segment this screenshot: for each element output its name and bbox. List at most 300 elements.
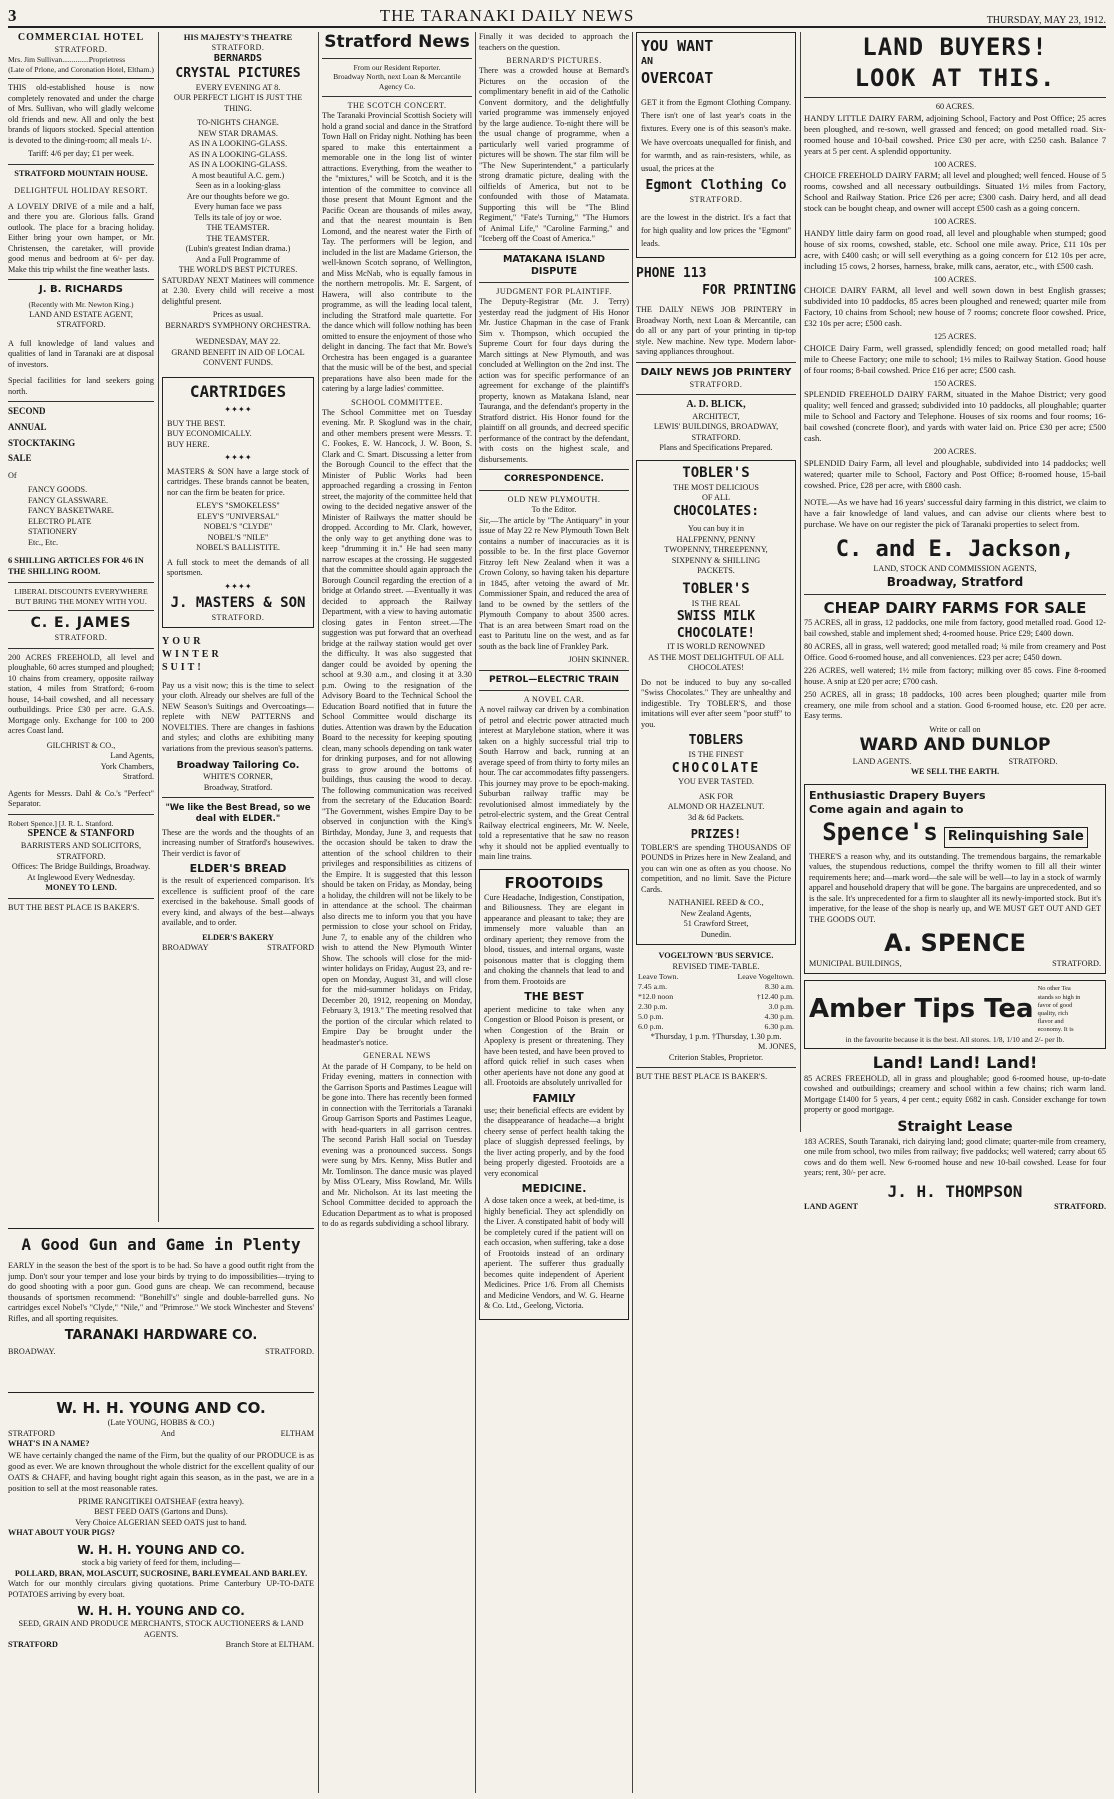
sale-line4: SALE	[8, 453, 32, 464]
cheap-farm-item: 80 ACRES, all in grass, well watered; good metalled road; ¼ mile from creamery and Post Office. Good 6-roomed house, and all conveniences. £23 per acre; £450 down.	[804, 642, 1106, 662]
spence-stanford-role: BARRISTERS AND SOLICITORS,	[20, 841, 142, 851]
toblers-address: 51 Crawford Street,	[683, 919, 749, 929]
listing	[804, 217, 1106, 272]
frootoids-ad	[479, 869, 629, 1320]
young-name: W. H. H. YOUNG AND CO.	[77, 1542, 245, 1557]
bus-title: VOGELTOWN 'BUS SERVICE.	[658, 951, 774, 961]
bus-table-header	[636, 972, 796, 982]
thompson-ad	[804, 1053, 1106, 1212]
richards-role: LAND AND ESTATE AGENT,	[29, 309, 133, 319]
toblers-price: 3d & 6d Packets.	[688, 812, 744, 822]
winter-body: Pay us a visit now; this is the time to select your cloth. Already our shelves are full of the NEW Season's Suitings and Overcoatings—replete with NEW PATTERNS and NOVELTIES. There are changes in fashions and styles; and cloths are exhibiting many variations from the previous season's patterns.	[162, 680, 314, 753]
cheap-farm-item: 250 ACRES, all in grass; 18 paddocks, 100 acres been ploughed; quarter mile from creamery, one mile from school and a station. Good 6-roomed house, etc. £20 per acre. Easy terms.	[804, 690, 1106, 721]
listing-text: HANDY LITTLE DAIRY FARM, adjoining School, Factory and Post Office; 25 acres been ploughed, and re-sown, well grassed and fenced; on good metalled road. Six-roomed house and 10-bail cowshed. Price £30 per acre, with £250 cash. Balance 7 years at 5 per cent. A splendid opportunity.	[804, 112, 1106, 156]
overcoat-firm: Egmont Clothing Co	[645, 177, 787, 193]
james-place: STRATFORD.	[54, 633, 108, 643]
cartridges-brands	[167, 501, 309, 554]
listing	[804, 447, 1106, 491]
stratford-news-heading: Stratford News	[324, 32, 470, 52]
hotel-proprietor: Mrs. Jim Sullivan..............Proprietress	[8, 55, 126, 65]
richards-body: A full knowledge of land values and qualities of land in Taranaki are at disposal of investors.	[8, 338, 154, 369]
news-school-heading: SCHOOL COMMITTEE.	[351, 397, 443, 407]
listing	[804, 102, 1106, 157]
young-body: WE have certainly changed the name of the Firm, but the quality of our PRODUCE is as good as ever. We are known throughout the whole district for the excellent quality of our OATS & CHAFF, and having bought right again this season, as in the past, we are in a position to sell at the most reasonable rates.	[8, 1449, 314, 1493]
elder-bread-ad	[162, 802, 314, 954]
young-seed: BEST FEED OATS (Gartons and Duns).	[94, 1507, 228, 1517]
cartridges-place: STRATFORD.	[211, 613, 265, 623]
blick-plans: Plans and Specifications Prepared.	[659, 443, 773, 453]
toblers-most: THE MOST DELICIOUS	[673, 482, 759, 492]
hotel-late: (Late of Prlone, and Coronation Hotel, Eltham.)	[8, 64, 154, 74]
matakana-body: The Deputy-Registrar (Mr. J. Terry) yesterday read the judgment of His Honor Mr. Justice Chapman in the case of Frank Sim v. Thompson, which occupied the Supreme Court for four days during the March sittings at New Plymouth, and was concluded at Wellington on the 2nd inst. The action was for specific performance of an agreement for exchange of the plaintiff's property, known as Matakana Island, near Tauranga, and the defendant's property in the Stratford district. His Honor found for the plaintiff on all grounds, and decreed specific performance of the contract by the defendant, with costs on the highest scale, and disbursements.	[479, 297, 629, 464]
spence-place: STRATFORD.	[1052, 958, 1101, 968]
toblers-warn: Do not be induced to buy any so-called "Swiss Chocolates." They are unhealthy and indigestible. Try TOBLER'S, and those imitations will ever after seem "poor stuff" to you.	[641, 677, 791, 729]
correspondence-body: Sir,—The article by "The Antiquary" in your issue of May 22 re New Plymouth Town Belt contains a number of inaccuracies as it is possible to be. In the first place Governor Fitzroy left New Zealand when it was a Crown Colony, so having taken his departure in 1845, after vetoing the award of Mr. Commissioner Spain, and reduced the area of land to be owned by the settlers of the Plymouth Company to about 3500 acres. That is an area between Smart road on the east to Paritutu line on the west, and as far south as the back line of Frankley Park.	[479, 515, 629, 651]
young-seedline: SEED, GRAIN AND PRODUCE MERCHANTS, STOCK AUCTIONEERS & LAND AGENTS.	[18, 1619, 304, 1639]
young-place: STRATFORD	[8, 1428, 55, 1438]
listing-text: CHOICE Dairy Farm, well grassed, splendidly fenced; on good metalled road; half mile to Cheese Factory; one mile to school; 1½ miles to Railway Station. Good house of four rooms; 8-bail cowshed. Price £16 per acre; £500 cash.	[804, 342, 1106, 375]
news-address: Broadway North, next Loan & Mercantile Agency Co.	[333, 72, 461, 92]
theatre-prices: Prices as usual.	[212, 310, 264, 320]
spence-line2: Come again and again to	[809, 802, 964, 816]
lease-body: 183 ACRES, South Taranaki, rich dairying land; good climate; quarter-mile from creamery, one mile from school, two miles from railway; five paddocks; well watered; carry about 65 cows and do them well. New 6-roomed house and new 10-bail cowshed. Lease for four years; rent, 30/- per acre.	[804, 1136, 1106, 1178]
bus-thursday: *Thursday, 1 p.m. †Thursday, 1.30 p.m.	[650, 1031, 782, 1041]
stocktaking-sale-ad	[8, 406, 154, 606]
toblers-city: Dunedin.	[700, 929, 732, 939]
theatre-verse: Tells its tale of joy or woe.	[194, 212, 282, 222]
cartridges-buy: BUY THE BEST.	[167, 418, 226, 428]
elder-bakery: ELDER'S BAKERY	[202, 932, 274, 942]
news-concert-heading: THE SCOTCH CONCERT.	[347, 100, 447, 110]
bus-row: *12.0 noon †12.40 p.m.	[638, 991, 794, 1001]
toblers-size: HALFPENNY, PENNY	[676, 534, 756, 544]
theatre-title: HIS MAJESTY'S THEATRE	[183, 32, 293, 42]
issue-date: THURSDAY, MAY 23, 1912.	[986, 15, 1106, 26]
printing-ad	[636, 266, 796, 390]
gilchrist-name: GILCHRIST & CO.,	[46, 740, 116, 750]
theatre-verse: Seen as in a looking-glass	[195, 181, 281, 191]
phone-line: FOR PRINTING	[702, 282, 796, 298]
frootoids-best: THE BEST	[524, 990, 584, 1004]
correspondence-heading: CORRESPONDENCE.	[504, 474, 604, 485]
sale-line3: STOCKTAKING	[8, 437, 76, 448]
sale-item: FANCY GLASSWARE.	[28, 495, 109, 505]
overcoat-line: OVERCOAT	[641, 68, 714, 87]
mountain-house-ad	[8, 169, 154, 275]
winter-manager: WHITE'S CORNER,	[203, 772, 273, 782]
spence-line1: Enthusiastic Drapery Buyers	[809, 788, 986, 802]
news-from: From our Resident Reporter.	[353, 62, 441, 72]
spence-name: Spence's	[822, 818, 938, 847]
news-decision: Finally it was decided to approach the teachers on the question.	[479, 32, 629, 52]
elder-place: STRATFORD	[267, 943, 314, 953]
sale-of: Of	[8, 470, 17, 480]
toblers-prizes: PRIZES!	[690, 827, 742, 842]
winter-line: YOUR	[162, 636, 204, 648]
gilchrist-agents: Agents for Messrs. Dahl & Co.'s "Perfect" Separator.	[8, 788, 154, 809]
blick-ad	[636, 399, 796, 454]
toblers-renowned: IT IS WORLD RENOWNED	[667, 642, 765, 652]
listing-acres: 100 ACRES.	[933, 217, 977, 227]
column-rule	[632, 32, 633, 1793]
bus-row: 5.0 p.m. 4.30 p.m.	[638, 1011, 794, 1021]
listing-acres: 60 ACRES.	[935, 102, 975, 112]
land-title: Land! Land! Land!	[872, 1053, 1038, 1073]
spence-stanford-offices: Offices: The Bridge Buildings, Broadway.	[11, 862, 151, 872]
richards-name: J. B. RICHARDS	[39, 284, 123, 296]
toblers-choc3: CHOCOLATE	[671, 760, 761, 776]
listing-acres: 200 ACRES.	[933, 447, 977, 457]
petrol-heading: PETROL—ELECTRIC TRAIN	[489, 674, 619, 685]
sale-items	[28, 485, 154, 548]
richards-recent: (Recently with Mr. Newton King.)	[28, 300, 134, 310]
frootoids-title: FROOTOIDS	[504, 873, 604, 892]
amber-side: No other Tea stands so high in favor of good quality, rich flavor and economy. It is	[1037, 985, 1081, 1034]
young-algerian: Very Choice ALGERIAN SEED OATS just to hand.	[75, 1517, 247, 1527]
spence-sale: Relinquishing Sale	[944, 827, 1088, 848]
overcoat-ad	[636, 32, 796, 258]
printing-firm: DAILY NEWS JOB PRINTERY	[640, 366, 792, 378]
jackson-role: LAND, STOCK AND COMMISSION AGENTS,	[873, 564, 1037, 574]
newspaper-title: THE TARANAKI DAILY NEWS	[379, 6, 635, 25]
news-general-body: At the parade of H Company, to be held on Friday evening, matters in connection with the Garrison Sports and Pastimes League will be gone into. There has recently been formed in connection with the Territorials a Taranaki Group Garrison Sports and Pastimes League, with head-quarters in all garrison centres. The second Parish Hall social on Tuesday evening was a pronounced success. Songs were sung by Mrs. Kenny, Miss Butler and Mr. Tomlinson. The dance music was played by Miss O'Leary, Miss Rowland, Mr. Wills and Mr. Nicholson. At its last meeting the School Committee decided to approach the Education Department as to what is proposed to do as regards subdividing a school library.	[322, 1061, 472, 1229]
column-4	[479, 32, 629, 1792]
toblers-agent: NATHANIEL REED & CO.,	[668, 898, 764, 908]
cartridge-brand: ELEY'S "SMOKELESS"	[196, 501, 280, 511]
bakers-tagline: BUT THE BEST PLACE IS BAKER'S.	[636, 1072, 768, 1082]
toblers-of: OF ALL	[702, 493, 730, 503]
blick-name: A. D. BLICK,	[686, 398, 746, 410]
bakers-tagline: BUT THE BEST PLACE IS BAKER'S.	[8, 902, 140, 912]
toblers-title: TOBLERS	[688, 733, 744, 749]
amber-tips-ad	[804, 980, 1106, 1049]
correspondence-subheading: OLD NEW PLYMOUTH.	[507, 494, 601, 504]
winter-place: Broadway, Stratford.	[203, 782, 273, 792]
column-2	[162, 32, 314, 1222]
young-branch: Branch Store at ELTHAM.	[225, 1640, 314, 1650]
overcoat-place: STRATFORD.	[689, 194, 743, 204]
matakana-heading: MATAKANA ISLAND DISPUTE	[502, 253, 606, 277]
sale-item: STATIONERY	[28, 527, 78, 537]
land-buyers-heading: LAND BUYERS!	[862, 33, 1048, 61]
spence-body: THERE'S a reason why, and its outstanding. The tremendous bargains, the remarkable values, the stupendous reductions, compel the thrifty women to fill all their winter requirements here; and—mark word—the sale will be well—to lay in a stock of warmly apparel and household drapery that will be gone. The bargains are unprecedented, and so is the sale. It's unprecedented for a firm to slaughter all its newly-imported stock. But it's imperative, for the lease of the shop is nearly up, and WE MUST GET OUT AND GET THE GOODS OUT.	[809, 851, 1101, 924]
toblers-title: TOBLER'S	[682, 580, 750, 597]
toblers-prizes-body: TOBLER'S are spending THOUSANDS OF POUNDS in Prizes here in New Zealand, and you can win one as often as you choose. No competition, and no limit. Save the Picture Cards.	[641, 842, 791, 894]
young-pigs: WHAT ABOUT YOUR PIGS?	[8, 1528, 115, 1538]
amber-foot: in the favourite because it is the best. All stores. 1/8, 1/10 and 2/- per lb.	[845, 1034, 1065, 1044]
theatre-full: And a Full Programme of	[195, 254, 281, 264]
toblers-ad	[636, 460, 796, 945]
cartridge-brand: NOBEL'S "NILE"	[207, 532, 269, 542]
sale-item: ELECTRO PLATE	[28, 516, 92, 526]
cartridges-firm: J. MASTERS & SON	[170, 595, 306, 612]
gilchrist-place: Stratford.	[122, 772, 154, 782]
land-buyers-note: NOTE.—As we have had 16 years' successful dairy farming in this district, we claim to have a fair knowledge of land values, and can advise our clients where best to purchase. We have on our register the pick of Taranaki properties to select from.	[804, 496, 1106, 529]
listing-text: HANDY little dairy farm on good road, all level and ploughable when stumped; good house of six rooms, cowshed, stable, etc. School one mile away. Price, £11 10s per acre, with £400 cash; or will sell everything as a going concern for £12 10s per acre, including 15 cows, 2 horses, harness, brake, milk cans, aerator, etc., with £500 cash.	[804, 227, 1106, 271]
spence-firm: A. SPENCE	[884, 929, 1026, 958]
frootoids-family-body: use; their beneficial effects are evident by the disappearance of headache—a bright cheery sense of perfect health taking the place of sluggish depressed feelings, by the liver acting properly, and by the food being properly digested. Frootoids are a very economical	[484, 1105, 624, 1178]
thompson-role: LAND AGENT	[804, 1202, 858, 1212]
news-pictures-body: There was a crowded house at Bernard's Pictures on the occasion of the complimentary benefit in aid of the Catholic Convent dormitory, and the delightfully varied programme was immensely enjoyed by the large audience. To-night there will be the usual change of programme, when a particularly well varied programme of pictures will be shown. The star film will be "The New Superintendent," a particularly strong dramatic picture, dealing with the oilfields of America, but not to be confounded with those of Matamata. Supporting this will be "The Blind Regiment," "Fate's Turning," "The Humors of Animal Life," "Caroline Farming," and "Iceberg off the Coast of America."	[479, 66, 629, 244]
correspondence-editor: To the Editor.	[531, 505, 577, 515]
listing	[804, 379, 1106, 445]
ward-dunlop-slogan: WE SELL THE EARTH.	[910, 767, 1000, 777]
jackson-place: Broadway, Stratford	[886, 574, 1024, 589]
land-buyers-ad	[804, 32, 1106, 590]
mountain-house-tagline: DELIGHTFUL HOLIDAY RESORT.	[14, 185, 148, 195]
cartridge-brand: NOBEL'S BALLISTITE.	[196, 543, 280, 553]
bus-owner: M. JONES,	[758, 1042, 796, 1052]
cheap-farm-item: 226 ACRES, well watered; 1½ mile from factory; milking over 85 cows. Fine 8-roomed house. A snip at £20 per acre; £700 cash.	[804, 666, 1106, 686]
toblers-tasted: YOU EVER TASTED.	[678, 777, 754, 787]
listing-text: SPLENDID Dairy Farm, all level and ploughable, subdivided into 14 paddocks; well watered; quarter mile to School, Factory and Post Office; 8-roomed house, 15-bail cowshed. Price, £28 per acre, with £800 cash.	[804, 457, 1106, 490]
listing-acres: 100 ACRES.	[933, 274, 977, 284]
gun-place: BROADWAY.	[8, 1347, 56, 1357]
theatre-dramas: NEW STAR DRAMAS.	[198, 128, 278, 138]
petrol-body: A novel railway car driven by a combination of petrol and electric power attracted much interest at Marylebone station, where it was taken on a highly successful trial trip to South Harrow and back, running at an average speed of from thirty to forty miles an hour. The car accommodates fifty passengers. This journey may prove to be epoch-making. Suburban railway traffic may be revolutionised almost immediately by the petrol-electric system, and the Great Central Railway electrical engineers, Mr. W. Neele, told a representative that he saw no reason why it should not be applied eventually to main line trains.	[479, 705, 629, 862]
toblers-delightful: AS THE MOST DELIGHTFUL OF ALL CHOCOLATES!	[648, 652, 784, 673]
cartridge-brand: ELEY'S "UNIVERSAL"	[196, 511, 280, 521]
gun-place: STRATFORD.	[265, 1347, 314, 1357]
news-general-heading: GENERAL NEWS	[363, 1051, 431, 1061]
theatre-light: OUR PERFECT LIGHT IS JUST THE THING.	[173, 93, 303, 113]
richards-place: STRATFORD.	[56, 320, 106, 330]
sale-item: Etc., Etc.	[28, 537, 59, 547]
mountain-house-title: STRATFORD MOUNTAIN HOUSE.	[14, 168, 148, 178]
theatre-orchestra: BERNARD'S SYMPHONY ORCHESTRA.	[165, 320, 311, 330]
young-place: ELTHAM	[280, 1428, 314, 1438]
theatre-show: CRYSTAL PICTURES	[175, 66, 301, 82]
toblers-choc: CHOCOLATES:	[672, 503, 760, 519]
gun-body: EARLY in the season the best of the sport is to be had. So have a good outfit right from the jump. Don't sour your temper and lose your birds by trying to do impossibilities—trying to do good shooting with a poor gun. Good guns are cheap. We can recommend, because thousands of sportsmen recommend: "Bonehill's" single and double-barrelled guns. No cartridges excel Nobel's "Clyde," "Nile," and "Primrose." We stock Winchester and Stevens' Rifles, and all sporting requisites.	[8, 1261, 314, 1323]
column-rule	[475, 32, 476, 1793]
printing-place: STRATFORD.	[689, 379, 743, 389]
theatre-ad	[162, 32, 314, 369]
column-rule	[800, 32, 801, 1132]
toblers-chocolate: CHOCOLATE!	[676, 625, 756, 641]
ward-dunlop-role: LAND AGENTS.	[852, 756, 912, 766]
elder-title: ELDER'S BREAD	[189, 862, 287, 876]
elder-place: BROADWAY	[162, 943, 209, 953]
spence-stanford-place: STRATFORD.	[56, 851, 106, 861]
blick-role: ARCHITECT,	[692, 411, 740, 421]
cartridges-ad: CARTRIDGES ✦✦✦✦ BUY THE BEST. BUY ECONOMICALLY. BUY HERE. ✦✦✦✦ MASTERS & SON have a large stock of cartridges. These brands cannot be beaten, nor can the firm be beaten for price. ELEY'S "SMOKELESS" ELEY'S "UNIVERSAL" NOBEL'S "CLYDE" NOBEL'S "NILE" NOBEL'S BALLISTITE. A full stock to meet the demands of all sportsmen. ✦✦✦✦ J. MASTERS & SON STRATFORD.	[162, 377, 314, 629]
spence-stanford-names: Robert Spence.] [J. R. L. Stanford.	[8, 818, 114, 828]
spence-sale-ad	[804, 784, 1106, 975]
overcoat-line: YOU WANT	[641, 37, 714, 55]
frootoids-medicine: MEDICINE.	[521, 1182, 587, 1196]
commercial-hotel-ad	[8, 32, 154, 160]
spence-stanford-firm: SPENCE & STANFORD	[27, 828, 135, 840]
hotel-body: THIS old-established house is now completely renovated and under the charge of Mrs. Sullivan, who will gladly welcome old friends and new. All and only the best brands of liquors stocked. Special attention is devoted to the dining-room; all meals 1/-.	[8, 83, 154, 145]
bus-col-header: Leave Vogeltown.	[737, 972, 794, 982]
bus-table	[636, 972, 796, 1032]
sale-line2: ANNUAL	[8, 421, 47, 432]
richards-ad	[8, 284, 154, 397]
young-branch: STRATFORD	[8, 1640, 58, 1650]
theatre-glass: AS IN A LOOKING-GLASS.	[188, 160, 288, 170]
listing-text: CHOICE DAIRY FARM, all level and well sown down in best English grasses; subdivided into 10 paddocks, 85 acres been ploughed and renewed; quarter mile from Factory, 10 chains from School; new house of 7 rooms; concrete floor cowshed. Price, £32 10s per acre; £500 cash.	[804, 285, 1106, 329]
spence-stanford-money: MONEY TO LEND.	[45, 883, 117, 893]
phone-line: PHONE 113	[636, 266, 707, 282]
cartridges-buy: BUY ECONOMICALLY.	[167, 429, 252, 439]
theatre-every: EVERY EVENING AT 8.	[195, 82, 281, 92]
bus-row: 2.30 p.m. 3.0 p.m.	[638, 1001, 794, 1011]
column-rule	[318, 32, 319, 1793]
mountain-house-body: A LOVELY DRIVE of a mile and a half, and there you are. Glorious falls. Grand outlook. The place for a bracing holiday. Either bring your own hamper, or Mr. Christensen, the caretaker, will provide good menus and bedroom at 6/- per day. Make this trip whilst the fine weather lasts.	[8, 201, 154, 274]
winter-suit-ad	[162, 636, 314, 793]
theatre-glass: AS IN A LOOKING-GLASS.	[188, 139, 288, 149]
matakana-judgment: JUDGMENT FOR PLAINTIFF.	[496, 287, 612, 297]
listing-text: SPLENDID FREEHOLD DAIRY FARM, situated in the Mahoe District; very good quality; well fenced and grassed; subdivided into 10 paddocks, all ploughable; quarter mile to School and Factory and Telephone. Houses of six rooms and four rooms; 16-bail cowshed (concrete floor), and yards with water laid on. Price £30 per acre; £500 cash.	[804, 389, 1106, 444]
young-watch: Watch for our monthly circulars giving quotations. Prime Canterbury UP-TO-DATE POTATOES arriving by every boat.	[8, 1579, 314, 1599]
bus-stables: Criterion Stables, Proprietor.	[668, 1052, 764, 1062]
cheap-farms-ad	[804, 599, 1106, 778]
cartridges-buy: BUY HERE.	[167, 439, 210, 449]
listing-text: CHOICE FREEHOLD DAIRY FARM; all level and ploughed; well fenced. House of 5 rooms, cowshed and all necessary outbuildings. Situated 1½ miles from Factory, School and Railway Station. Price £26 per acre; £300 cash. Dairy herd, and all dead stock can be bought cheap, and owner will accept £500 cash as a going concern.	[804, 170, 1106, 214]
elder-body: These are the words and the thoughts of an increasing number of Stratford's housewives. Their verdict is favor of	[162, 827, 314, 858]
winter-firm: Broadway Tailoring Co.	[176, 760, 300, 772]
sale-item: FANCY BASKETWARE.	[28, 506, 114, 516]
cheap-farms-write: Write or call on	[929, 724, 981, 734]
young-oatsheaf: PRIME RANGITIKEI OATSHEAF (extra heavy).	[78, 1496, 244, 1506]
news-concert-body: The Taranaki Provincial Scottish Society will hold a grand social and dance in the Stratford Town Hall on Friday night. Nothing has been spared to make this entertainment a memorable one in the long list of winter attractions. Everything, from the weather to the "mixtures," will be Scotch, and it is the intention of the committee to convince all those present that Mount Egmont and the Pacific Ocean are thousands of miles away, and that the nearest mountain is Ben Lomond, and the nearest water the Firth of Tay. The performers will be legion, and included in the list are Madame Grierson, the well-known Scotch soprano, of Wellington, and Miss McNab, who is equally famous in the northern metropolis. Mr. E. Sargent, of Hawera, will also contribute to the programme, as will the leading local talent, including the Stratford male quartette. For the dance which will follow nothing has been omitted to ensure the enjoyment of those who delight in dancing. The fact that Mr. Bowe's Orchestra has been engaged is a guarantee that the music will be of the best, and special preparations have also been made for the catering by a large ladies' committee.	[322, 111, 472, 394]
thompson-place: STRATFORD.	[1054, 1202, 1106, 1212]
sale-shilling-room: 6 SHILLING ARTICLES FOR 4/6 IN THE SHILLING ROOM.	[8, 556, 144, 576]
bus-col-header: Leave Town.	[638, 972, 679, 982]
listing	[804, 332, 1106, 376]
sale-line1: SECOND	[8, 406, 46, 417]
overcoat-line: AN	[641, 56, 654, 68]
column-6	[804, 32, 1106, 1792]
young-feeds: POLLARD, BRAN, MOLASCUIT, SUCROSINE, BARLEYMEAL AND BARLEY.	[14, 1568, 308, 1578]
toblers-swiss: SWISS MILK	[676, 609, 756, 625]
young-late: (Late YOUNG, HOBBS & CO.)	[107, 1418, 215, 1428]
theatre-place: STRATFORD.	[211, 43, 265, 52]
listing-acres: 100 ACRES.	[933, 159, 977, 169]
gun-ad	[8, 1228, 314, 1388]
theatre-teamster: THE TEAMSTER.	[206, 223, 270, 233]
lease-title: Straight Lease	[897, 1118, 1013, 1135]
cartridges-body: MASTERS & SON have a large stock of cartridges. These brands cannot be beaten, nor can the firm be beaten for price.	[167, 466, 309, 497]
blick-address: LEWIS' BUILDINGS, BROADWAY,	[653, 422, 779, 432]
toblers-agents: New Zealand Agents,	[680, 908, 752, 918]
column-1	[8, 32, 154, 1222]
acres-200-listing: 200 ACRES FREEHOLD, all level and ploughable, 60 acres stumped and ploughed; 10 chains from creamery, opposite railway station, 4 miles from Stratford; 6-room house, 14-bail cowshed, and all necessary outbuildings. Price £30 per acre. G.A.S. Mortgage only. Exchange for 100 to 200 acres Coast land.	[8, 652, 154, 736]
cartridge-brand: NOBEL'S "CLYDE"	[203, 522, 273, 532]
column-5	[636, 32, 796, 1792]
hotel-title: COMMERCIAL HOTEL	[17, 32, 145, 43]
cartridges-full: A full stock to meet the demands of all sportsmen.	[167, 557, 309, 578]
young-place: And	[160, 1428, 175, 1438]
toblers-is: IS THE REAL	[691, 598, 741, 608]
bus-revised: REVISED TIME-TABLE.	[672, 961, 760, 971]
theatre-worlds: THE WORLD'S BEST PICTURES.	[178, 265, 298, 275]
winter-line: WINTER	[162, 649, 222, 661]
theatre-verse: Every human face we pass	[194, 202, 282, 212]
toblers-buy: You can buy it in	[687, 524, 745, 534]
elder-quote: "We like the Best Bread, so we deal with ELDER."	[165, 802, 311, 824]
toblers-size: PACKETS.	[697, 566, 735, 576]
column-rule	[158, 32, 159, 1222]
sale-discount: LIBERAL DISCOUNTS EVERYWHERE BUT BRING THE MONEY WITH YOU.	[14, 586, 148, 606]
bus-row: 6.0 p.m. 6.30 p.m.	[638, 1021, 794, 1031]
gilchrist-address: York Chambers,	[100, 761, 154, 771]
gun-title: A Good Gun and Game in Plenty	[21, 1235, 301, 1254]
frootoids-medicine-body: A dose taken once a week, at bed-time, is highly beneficial. They act splendidly on the Liver. A constipated habit of body will be completely cured if the patient will on each occasion, when suffering, take a dose of Frootoids instead of an ordinary aperient. The sufferer thus gradually becomes quite independent of Aperient Medicines. Price 1/6. From all Chemists and Medicine Vendors, and W. G. Hearne & Co. Ltd., Geelong, Victoria.	[484, 1196, 624, 1311]
frootoids-best-body: aperient medicine to take when any Congestion or Blood Poison is present, or when Congestion of the Brain or Apoplexy is present or threatening. They have been tested, and have been proved to afford quick relief in such cases when other aperients have not done any good at all. Frootoids are absolutely unrivalled for	[484, 1004, 624, 1088]
theatre-glass: AS IN A LOOKING-GLASS.	[188, 149, 288, 159]
bus-row: 7.45 a.m. 8.30 a.m.	[638, 982, 794, 991]
sale-item: FANCY GOODS.	[28, 485, 88, 495]
news-school-body: The School Committee met on Tuesday evening. Mr. P. Skoglund was in the chair, and other members present were Messrs. T. C. Fookes, E. W. Hancock, J. W. Boon, S. Clark and C. Smart. Discussing a letter from the Borough Council to the effect that the Minister of Public Works had been approached regarding a crossing in Fenton street, the majority of the committee held that owing to the decided negative answer of the Minister of Railways the matter should be dropped. According to Mr. Clark, however, the only way to get anything done was to keep "drumming it in." He had seen many narrow escapes at the crossing. He suggested that the committee should again approach the Borough Council regarding the erection of a bridge at Orlando street. —Eventually it was decided to approach the Railway Department, with a view to having automatic closing gates in Fenton street.—The suggestion was put forward that an overhead bridge at the railway station would get over the difficulty. It was also suggested that danger could be avoided by opening the school at 9.30 a.m., and closing it at 3.30 p.m. Owing to the resignation of the Advisory Board to the Technical School the Education Board notified that in future the School Committee would discharge its duties. Attention was drawn by the Education Board to the necessity for keeping spouting clean, many schools depending on tank water for drinking purposes, and for not allowing grass to grow around the bottoms of buildings, thus causing the wood to decay. The following communication was received from the secretary of the Education Board: "The Government, wishes Empire Day to be observed in conjunction with the King's Birthday, Monday, June 3, and requests that the occasion should be taken to draw the attention of the school children to their privileges and responsibilities as citizens of the Empire. It is suggested that this lesson should be taken on Friday, as Monday, being a holiday, the children will not be likely to be in attendance at the school. The chairman also directs me to inform you that you have permission to close your school on Friday, June 7, to enable any of the children who wish to attend the New Plymouth Winter Show. The schools will close for the mid-winter holidays on Friday, August 23, and re-open on Monday, August 31, and will close for the mid-summer holidays on Friday, December 20, 1912, reopening on Monday, February 3, 1913." The meeting resolved that the portion of the circular which related to Empire Day be brought under the headmaster's notice.	[322, 407, 472, 1047]
theatre-company: BERNARDS	[213, 53, 263, 65]
bus-timetable	[636, 951, 796, 1083]
elder-body2: is the result of experienced comparison. It's excellence is sufficient proof of the care exercised in the bakehouse. Small goods of every kind, and always of the best—always available, and to order.	[162, 876, 314, 928]
listing-acres: 125 ACRES.	[933, 332, 977, 342]
young-question: WHAT'S IN A NAME?	[8, 1439, 90, 1449]
richards-note: Special facilities for land seekers going north.	[8, 376, 154, 396]
toblers-size: SIXPENNY & SHILLING	[671, 555, 761, 565]
news-pictures-heading: BERNARD'S PICTURES.	[506, 56, 602, 65]
listing	[804, 275, 1106, 330]
hotel-tariff: Tariff: 4/6 per day; £1 per week.	[28, 149, 134, 159]
ward-dunlop-place: STRATFORD.	[1008, 756, 1058, 766]
toblers-almond: ALMOND OR HAZELNUT.	[667, 802, 765, 812]
land-body: 85 ACRES FREEHOLD, all in grass and ploughable; good 6-roomed house, up-to-date cowshed and outbuildings; creamery and school within a few chains; rich warm land. Mortgage £1400 for 5 years, 4 per cent.; equity £682 in cash. Consider exchange for town property or good mortgage.	[804, 1073, 1106, 1115]
overcoat-body2: are the lowest in the district. It's a fact that for high quality and low prices the "Egmont" leads.	[641, 212, 791, 249]
young-stock: stock a big variety of feed for them, including—	[81, 1558, 241, 1568]
column-3	[322, 32, 472, 1792]
theatre-verse: Are our thoughts before we go.	[186, 191, 290, 201]
amber-title: Amber Tips Tea	[809, 994, 1034, 1025]
listing-acres: 150 ACRES.	[933, 378, 977, 388]
toblers-finest: IS THE FINEST	[688, 750, 744, 760]
toblers-title: TOBLER'S	[682, 464, 750, 481]
masthead	[8, 6, 1106, 28]
frootoids-family: FAMILY	[532, 1091, 576, 1105]
cartridges-title: CARTRIDGES	[189, 381, 287, 401]
james-name: C. E. JAMES	[30, 615, 132, 632]
frootoids-body: Cure Headache, Indigestion, Constipation, and Biliousness. They are elegant in appearance and pleasant to take; they are immensely more valuable than an ordinary aperient; they remove from the blood, tissues, and internal organs, waste poisonous matter that is clogging them and choking the channels that lead to and from them. Frootoids are	[484, 892, 624, 986]
hotel-place: STRATFORD.	[54, 44, 108, 54]
theatre-change: TO-NIGHTS CHANGE.	[197, 118, 279, 128]
listing	[804, 160, 1106, 215]
theatre-ac: A most beautiful A.C. gem.)	[191, 170, 285, 180]
theatre-benefit: GRAND BENEFIT IN AID OF LOCAL CONVENT FUNDS.	[171, 347, 305, 368]
gun-firm: TARANAKI HARDWARE CO.	[64, 1328, 258, 1344]
ward-dunlop-firm: WARD AND DUNLOP	[859, 735, 1051, 756]
page-number: 3	[8, 6, 17, 25]
young-name: W. H. H. YOUNG AND CO.	[77, 1604, 245, 1619]
cheap-farms-title: CHEAP DAIRY FARMS FOR SALE	[823, 598, 1087, 617]
thompson-firm: J. H. THOMPSON	[887, 1181, 1023, 1201]
winter-line: SUIT!	[162, 661, 204, 673]
overcoat-body: GET it from the Egmont Clothing Company. There isn't one of last year's coats in the fixtures. Every one is of this season's make. We have overcoats unequalled for finish, and for warmth, and as rain-resisters, while, as usual, the prices at the	[641, 98, 791, 173]
toblers-size: TWOPENNY, THREEPENNY,	[664, 545, 768, 555]
theatre-teamster: THE TEAMSTER.	[206, 233, 270, 243]
spence-stanford-inglewood: At Inglewood Every Wednesday.	[27, 872, 135, 882]
cheap-farm-item: 75 ACRES, all in grass, 12 paddocks, one mile from factory, good metalled road. Good 12-bail cowshed, stable and implement shed; 4-roomed house. Price £29; £400 down.	[804, 618, 1106, 638]
toblers-ask: ASK FOR	[698, 791, 734, 801]
blick-place: STRATFORD.	[691, 432, 741, 442]
spence-buildings: MUNICIPAL BUILDINGS,	[809, 958, 902, 968]
young-ad	[8, 1392, 314, 1792]
jackson-firm: C. and E. Jackson,	[835, 536, 1075, 562]
petrol-subheading: A NOVEL CAR.	[523, 695, 585, 705]
correspondence-signer: JOHN SKINNER.	[568, 655, 629, 665]
theatre-saturday: SATURDAY NEXT Matinees will commence at 2.30. Every child will receive a most delightful present.	[162, 275, 314, 306]
